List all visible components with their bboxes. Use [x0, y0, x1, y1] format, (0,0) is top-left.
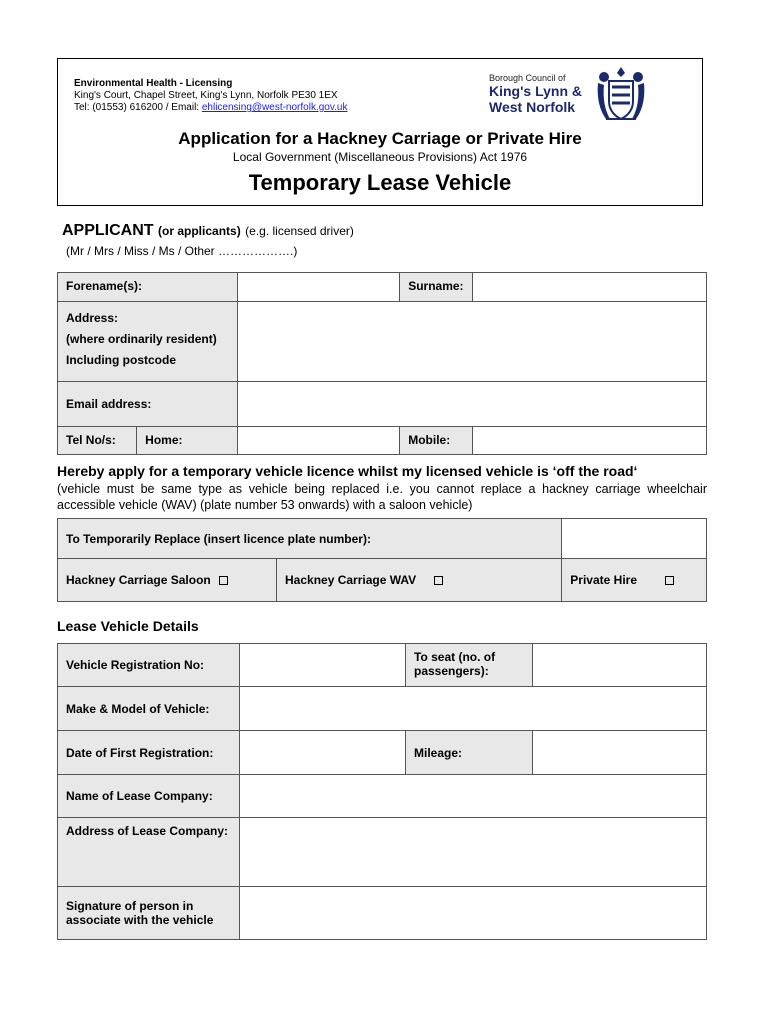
lease-company-field[interactable]	[240, 775, 707, 818]
lease-company-label: Name of Lease Company:	[58, 775, 240, 818]
address-field[interactable]	[237, 302, 706, 382]
make-model-field[interactable]	[240, 687, 707, 731]
make-model-label: Make & Model of Vehicle:	[58, 687, 240, 731]
applicant-heading-note: (e.g. licensed driver)	[245, 224, 354, 238]
signature-label: Signature of person in associate with the vehicle	[58, 887, 240, 940]
hackney-wav-checkbox-icon[interactable]	[434, 576, 443, 585]
council-logo-text	[489, 73, 582, 115]
address-label	[58, 302, 238, 382]
tel-label: Tel No/s:	[58, 427, 137, 455]
mobile-label: Mobile:	[400, 427, 472, 455]
home-phone-field[interactable]	[237, 427, 399, 455]
first-reg-label: Date of First Registration:	[58, 731, 240, 775]
home-label: Home:	[137, 427, 238, 455]
email-link[interactable]: ehlicensing@west-norfolk.gov.uk	[201, 102, 348, 113]
applicant-heading	[62, 222, 354, 240]
surname-label: Surname:	[400, 273, 472, 302]
header-box	[57, 58, 703, 206]
vehicle-reg-field[interactable]	[240, 644, 406, 687]
mileage-label: Mileage:	[406, 731, 533, 775]
application-title: Application for a Hackney Carriage or Private Hire	[178, 129, 582, 148]
option-private-hire[interactable]	[562, 559, 707, 602]
option-private-hire-label: Private Hire	[570, 573, 637, 587]
council-name-line1: King's Lynn &	[489, 83, 583, 99]
hereby-heading: Hereby apply for a temporary vehicle licence whilst my licensed vehicle is ‘off the road‘	[57, 463, 638, 479]
lease-company-address-field[interactable]	[240, 818, 707, 887]
mobile-phone-field[interactable]	[472, 427, 706, 455]
option-hackney-saloon[interactable]	[58, 559, 277, 602]
seat-label: To seat (no. of passengers):	[406, 644, 533, 687]
lease-table	[57, 643, 707, 940]
hereby-note: (vehicle must be same type as vehicle being replaced i.e. you cannot replace a hackney carriage wheelchair accessible vehicle (WAV) (plate number 53 onwards) with a saloon vehicle)	[57, 482, 707, 512]
application-subtitle: Local Government (Miscellaneous Provisions) Act 1976	[232, 150, 528, 164]
replace-table	[57, 518, 707, 602]
forename-field[interactable]	[237, 273, 399, 302]
vehicle-reg-label: Vehicle Registration No:	[58, 644, 240, 687]
org-address: King's Court, Chapel Street, King's Lynn, Norfolk PE30 1EX	[74, 90, 338, 101]
replace-plate-label: To Temporarily Replace (insert licence plate number):	[58, 519, 562, 559]
contact-prefix: Tel: (01553) 616200 / Email:	[74, 102, 202, 113]
seat-field[interactable]	[533, 644, 707, 687]
council-small-label: Borough Council of	[489, 73, 566, 83]
option-hackney-wav[interactable]	[277, 559, 562, 602]
email-field[interactable]	[237, 382, 706, 427]
org-contact	[74, 102, 347, 114]
signature-field[interactable]	[240, 887, 707, 940]
org-contact-block	[74, 78, 347, 114]
applicant-heading-main: APPLICANT	[62, 222, 154, 239]
address-label-line1: Address:	[66, 311, 119, 325]
lease-company-address-label: Address of Lease Company:	[58, 818, 240, 887]
email-label: Email address:	[58, 382, 238, 427]
document-title: Temporary Lease Vehicle	[248, 170, 512, 195]
address-label-line3: Including postcode	[66, 353, 176, 367]
replace-plate-field[interactable]	[562, 519, 707, 559]
option-hackney-saloon-label: Hackney Carriage Saloon	[66, 573, 211, 587]
surname-field[interactable]	[472, 273, 706, 302]
applicant-heading-sub: (or applicants)	[158, 224, 241, 238]
title-options: (Mr / Mrs / Miss / Ms / Other ……………….)	[66, 244, 298, 258]
applicant-table	[57, 272, 707, 455]
hackney-saloon-checkbox-icon[interactable]	[219, 576, 228, 585]
lease-heading: Lease Vehicle Details	[57, 618, 199, 634]
private-hire-checkbox-icon[interactable]	[665, 576, 674, 585]
forename-label: Forename(s):	[58, 273, 238, 302]
address-label-line2: (where ordinarily resident)	[66, 332, 217, 346]
first-reg-field[interactable]	[240, 731, 406, 775]
council-name-line2: West Norfolk	[489, 99, 576, 115]
option-hackney-wav-label: Hackney Carriage WAV	[285, 573, 417, 587]
org-title: Environmental Health - Licensing	[74, 78, 233, 89]
mileage-field[interactable]	[533, 731, 707, 775]
council-crest-icon	[592, 65, 650, 123]
